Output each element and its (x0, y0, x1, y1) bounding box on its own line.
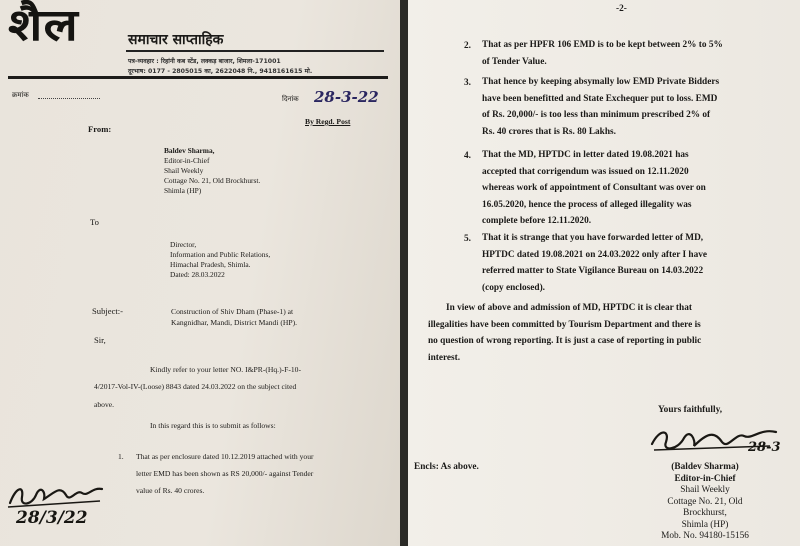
point-1-line: letter EMD has been shown as RS 20,000/- against Tender (136, 469, 314, 478)
from-line: Shimla (HP) (164, 186, 202, 195)
to-line: Director, (170, 240, 197, 249)
signatory-line: Editor-in-Chief (674, 473, 736, 484)
from-line: Shail Weekly (164, 166, 204, 175)
from-address (164, 146, 260, 196)
to-address (170, 240, 270, 280)
handwritten-date: 28-3-22 (314, 88, 379, 106)
to-line: Himachal Pradesh, Shimla. (170, 260, 251, 269)
point-line: complete before 12.11.2020. (482, 216, 592, 226)
point-2-number: 2. (464, 41, 471, 51)
from-line: Cottage No. 21, Old Brockhurst. (164, 176, 261, 185)
signature-date: 28-3 (748, 440, 781, 455)
point-line: HPTDC dated 19.08.2021 on 24.03.2022 only after I have (482, 249, 708, 260)
enclosures: Encls: As above. (414, 462, 479, 472)
point-line: That the MD, HPTDC in letter dated 19.08.2021 has (482, 150, 689, 160)
point-1-number: 1. (118, 452, 124, 461)
signatory-line: Shail Weekly (680, 485, 730, 495)
date-label: दिनांक (282, 95, 299, 103)
point-3-text (482, 74, 774, 140)
point-line: (copy enclosed). (482, 282, 546, 293)
subject-line: Construction of Shiv Dham (Phase-1) at (171, 307, 294, 316)
signatory-line: Mob. No. 94180-15156 (661, 531, 749, 541)
conclusion-line: In view of above and admission of MD, HPTDC it is clear that (446, 303, 692, 313)
masthead-logo: शैल (8, 0, 80, 51)
from-line: Editor-in-Chief (164, 156, 210, 165)
point-3-number: 3. (464, 78, 471, 88)
from-line: Baldev Sharma, (164, 146, 215, 155)
masthead-title: समाचार साप्ताहिक (128, 32, 224, 48)
point-line: That hence by keeping absymally low EMD Private Bidders (482, 77, 720, 87)
point-4-number: 4. (464, 151, 471, 161)
letter-page-2 (408, 0, 800, 546)
point-line: Rs. 40 crores that is Rs. 80 Lakhs. (482, 126, 616, 137)
point-line: have been benefitted and State Exchequer put to loss. EMD (482, 93, 718, 104)
point-line: referred matter to State Vigilance Bureau on 14.03.2022 (482, 266, 704, 276)
point-line: accepted that corrigendum was issued on 12.11.2020 (482, 166, 689, 177)
body-line: above. (94, 400, 115, 409)
point-2-text (482, 37, 774, 70)
signatory-line: Shimla (HP) (681, 519, 729, 530)
conclusion-paragraph (428, 300, 774, 366)
conclusion-line: interest. (428, 352, 461, 363)
signatory-line: Brockhurst, (683, 508, 727, 518)
submit-line: In this regard this is to submit as follows: (150, 421, 276, 430)
signatory-line: (Baldev Sharma) (671, 462, 739, 472)
subject-label: Subject:- (92, 306, 124, 316)
header-rule (8, 76, 388, 79)
signatory-block (640, 462, 770, 543)
to-label: To (90, 217, 99, 227)
from-label: From: (88, 124, 112, 134)
masthead-phone: दूरभाष: 0177 - 2805015 का, 2622048 नि., 9418161615 मो. (128, 68, 313, 75)
body-line: 4/2017-Vol-IV-(Loose) 8843 dated 24.03.2022 on the subject cited (94, 382, 297, 391)
point-line: That it is strange that you have forwarded letter of MD, (482, 233, 704, 243)
ref-line (38, 98, 100, 99)
point-line: of Tender Value. (482, 56, 547, 67)
to-line: Information and Public Relations, (170, 250, 271, 259)
point-4-text (482, 147, 774, 230)
body-line: Kindly refer to your letter NO. I&PR-(Hq.)-F-10- (150, 365, 301, 374)
point-1-line: value of Rs. 40 crores. (136, 486, 205, 495)
closing: Yours faithfully, (658, 405, 723, 415)
point-line: of Rs. 20,000/- is too less than minimum prescribed 2% of (482, 110, 711, 120)
ref-label: क्रमांक (12, 91, 29, 99)
point-5-text (482, 230, 774, 296)
subject-text (171, 306, 297, 328)
point-line: whereas work of appointment of Consultant was over on (482, 183, 706, 193)
point-1-line: That as per enclosure dated 10.12.2019 attached with your (136, 452, 314, 461)
page-number: -2- (616, 4, 627, 14)
salutation: Sir, (94, 335, 106, 345)
to-line: Dated: 28.03.2022 (170, 270, 225, 279)
subject-line: Kangnidhar, Mandi, District Mandi (HP). (171, 318, 298, 327)
masthead-address: पत्र-व्यवहार : रिहांनी कब स्टेंड, लक्कड़ बाजार, शिमला-171001 (128, 58, 281, 65)
signature-date: 28/3/22 (16, 508, 88, 528)
point-line: 16.05.2020, hence the process of alleged illegality was (482, 199, 692, 210)
conclusion-line: illegalities have been committed by Tourism Department and there is (428, 319, 701, 330)
point-line: That as per HPFR 106 EMD is to be kept between 2% to 5% (482, 40, 723, 50)
by-regd-post: By Regd. Post (305, 117, 351, 126)
point-5-number: 5. (464, 234, 471, 244)
masthead-rule (126, 50, 384, 52)
signatory-line: Cottage No. 21, Old (667, 496, 743, 507)
conclusion-line: no question of wrong reporting. It is just a case of reporting in public (428, 336, 702, 346)
